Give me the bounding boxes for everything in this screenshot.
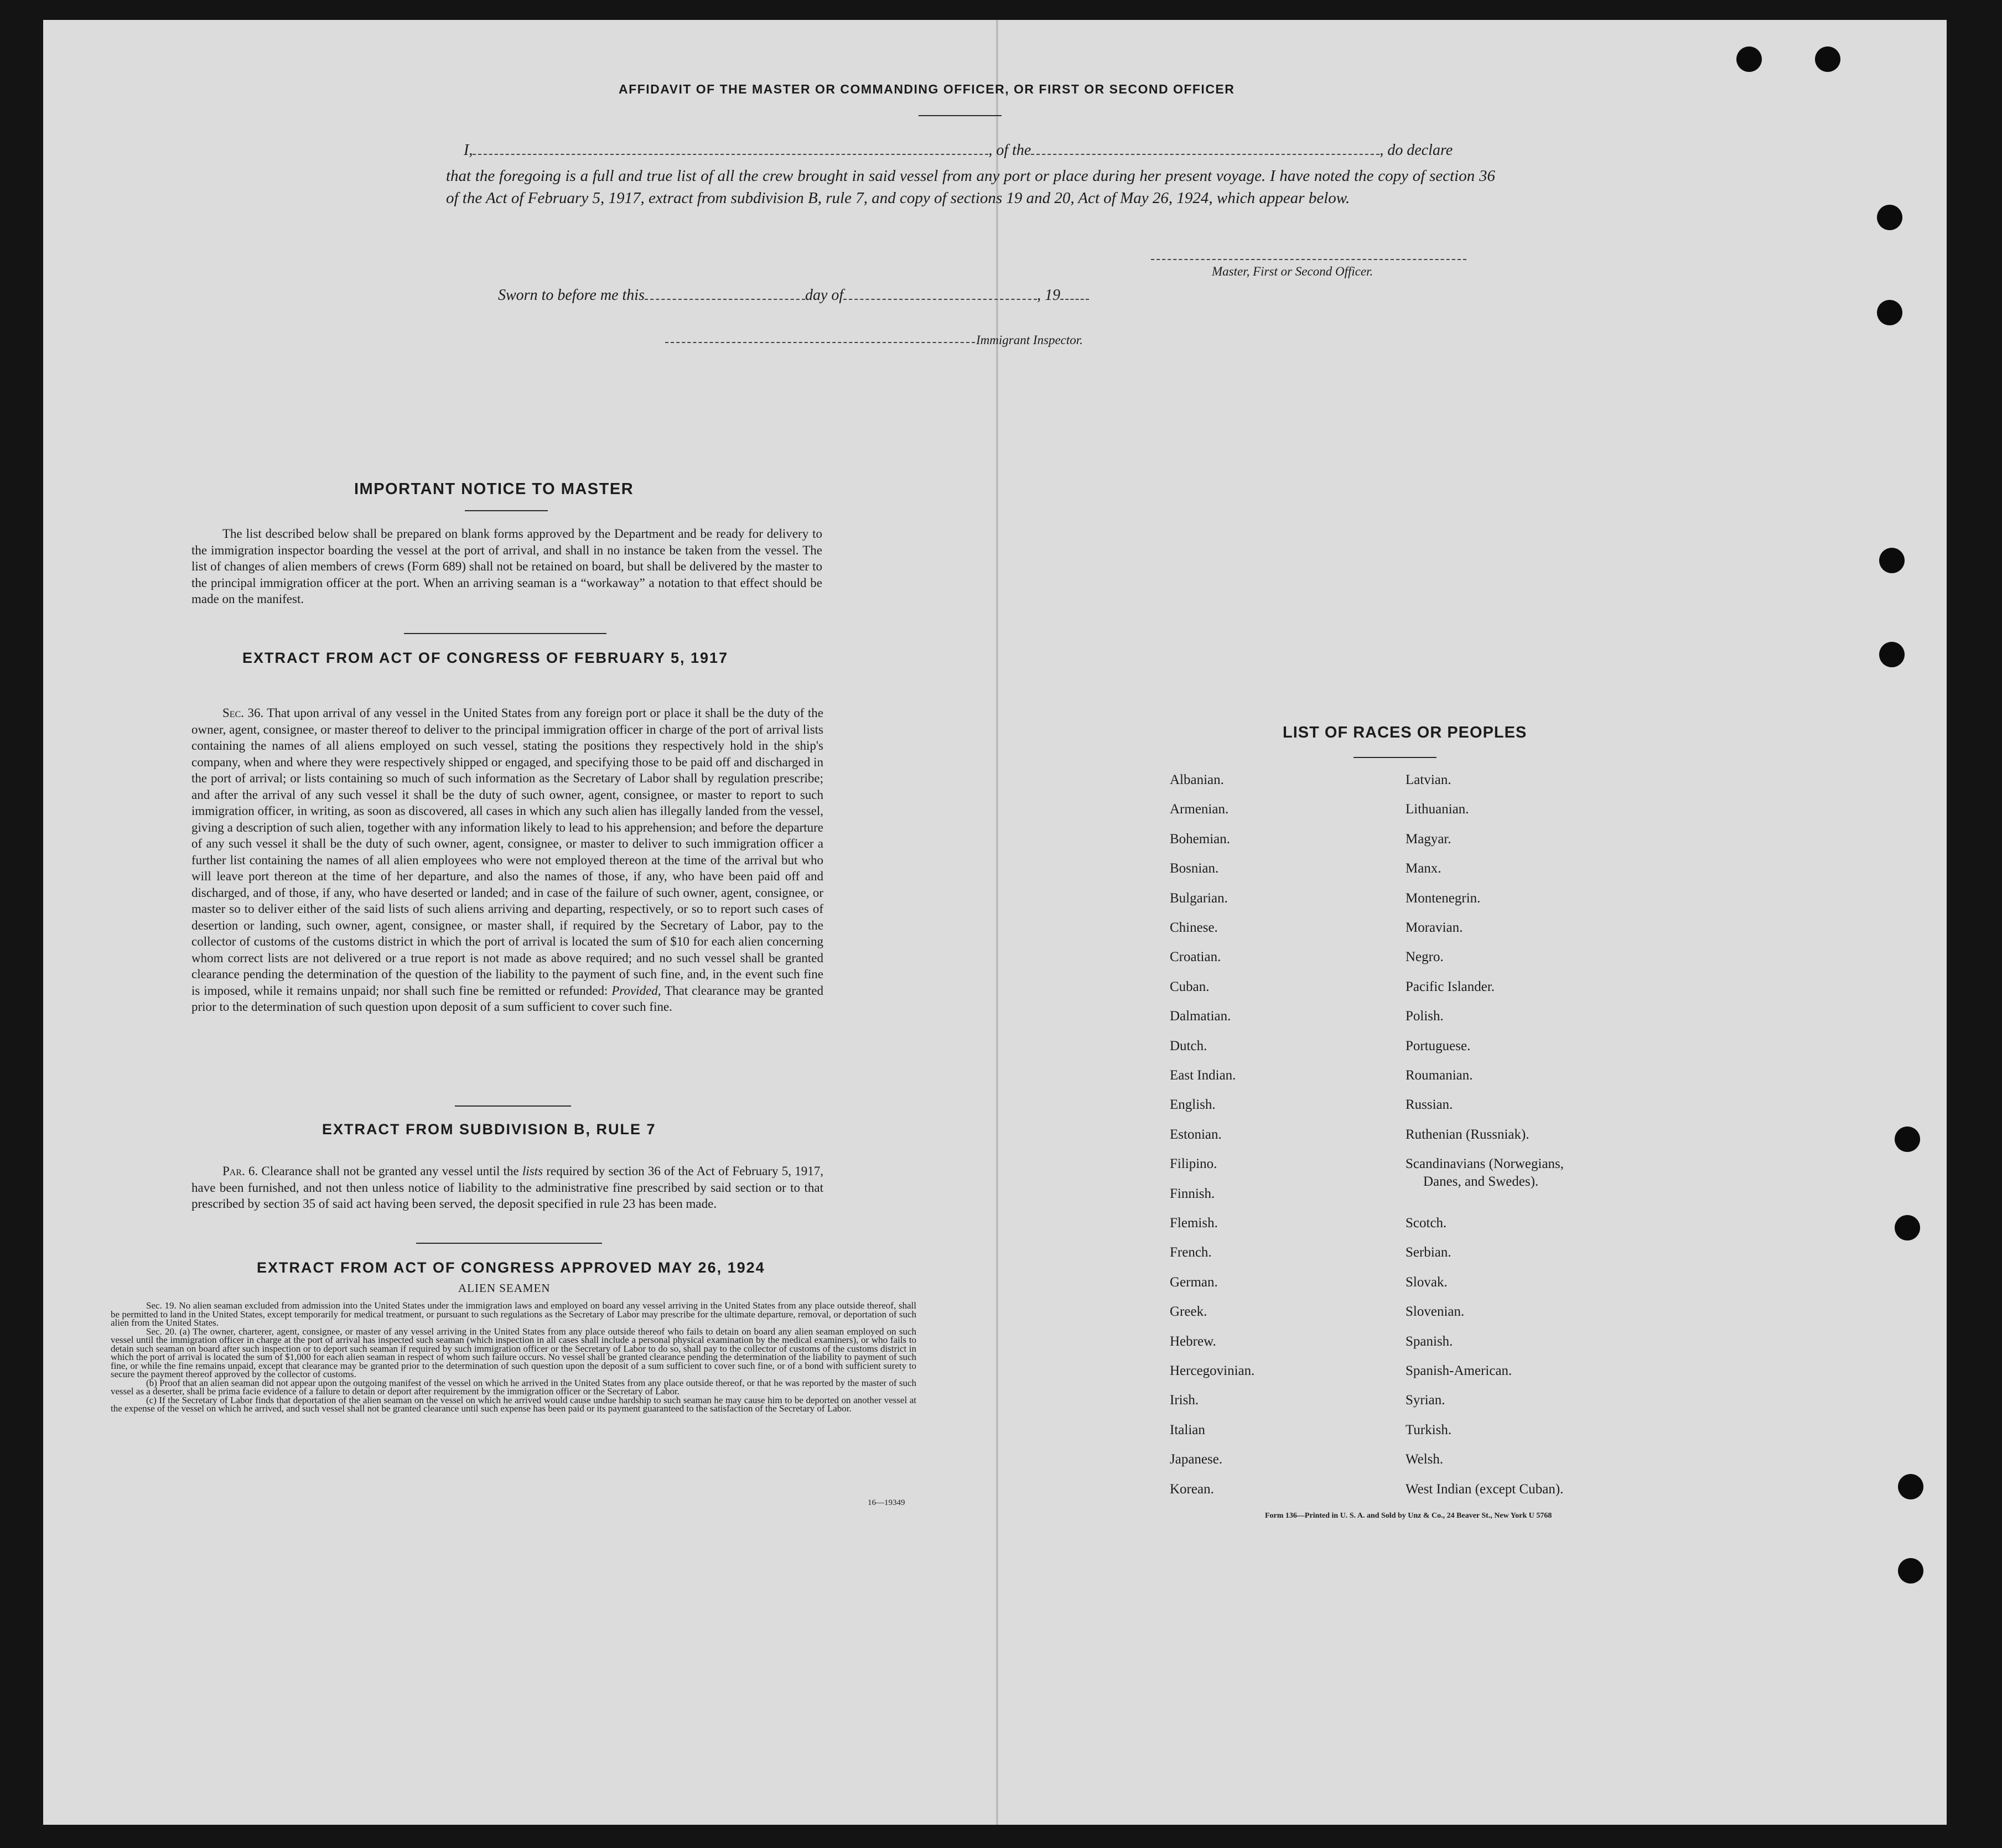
provided-word: Provided, — [611, 983, 661, 998]
race-item: Turkish. — [1405, 1422, 1452, 1437]
affidavit-title: AFFIDAVIT OF THE MASTER OR COMMANDING OFFICER, OR FIRST OR SECOND OFFICER — [619, 82, 1235, 96]
rule7-text-a: Clearance shall not be granted any vessel until the — [261, 1164, 519, 1178]
declarant-prefix: I, — [464, 142, 473, 159]
race-item: Welsh. — [1405, 1452, 1444, 1467]
punch-hole — [1898, 1474, 1923, 1499]
notice-title-rule — [465, 510, 548, 511]
race-item: Greek. — [1170, 1304, 1207, 1320]
race-item: Spanish. — [1405, 1333, 1453, 1349]
sworn-year-prefix: , 19 — [1037, 287, 1061, 304]
sec-20a-text: Sec. 20. (a) The owner, charterer, agent, consignee, or master of any vessel arriving in the United States from any place outside thereof who fails to detain on board any alien seaman employed on such vessel until the immigration officer in charge at the port of arrival has inspected such seaman (which inspection in all cases shall include a personal physical examination by the medical examiners), or who fails to detain such seaman on board after such inspection or to deport such seaman if required by such immigration officer or the Secretary of Labor to do so, shall pay to the collector of customs of the customs district in which the port of arrival is located the sum of $1,000 for each alien seaman in respect of whom such failure occurs. No vessel shall be granted clearance pending the determination of the liability to payment of such fine, or while the fine remains unpaid, except that clearance may be granted prior to the determination of such question upon the deposit of a sum sufficient to cover such fine, or of a bond with sufficient surety to secure the payment thereof approved by the collector of customs. — [111, 1326, 916, 1379]
extract-1924-title: EXTRACT FROM ACT OF CONGRESS APPROVED MAY 26, 1924 — [257, 1259, 765, 1276]
sec-20c-text: (c) If the Secretary of Labor finds that deportation of the alien seaman on the vessel on which he arrived would cause undue hardship to such seaman he may cause him to be deported on another vessel at the expense of the vessel on which he arrived, and such vessel shall not be granted clearance until such expense has been paid or its payment guaranteed to the satisfaction of the Secretary of Labor. — [111, 1394, 916, 1414]
extract-1924-body — [111, 1301, 916, 1413]
race-item: Montenegrin. — [1405, 890, 1481, 906]
sworn-day-blank — [645, 288, 805, 300]
race-item: Moravian. — [1405, 920, 1463, 935]
race-item: Croatian. — [1170, 949, 1221, 965]
race-item: Serbian. — [1405, 1245, 1451, 1260]
sec-36-label: Sec. 36. — [222, 706, 264, 720]
sec-36-proviso: That clearance may be granted prior to the determination of such question upon deposit of a sum sufficient to cover such fine. — [191, 983, 823, 1014]
footer-imprint: Form 136—Printed in U. S. A. and Sold by Unz & Co., 24 Beaver St., New York U 5768 — [1265, 1512, 1552, 1520]
race-item: Pacific Islander. — [1405, 979, 1495, 994]
race-item: Filipino. — [1170, 1156, 1217, 1172]
race-item: Portuguese. — [1405, 1038, 1471, 1053]
race-item: Flemish. — [1170, 1216, 1218, 1231]
affidavit-body: that the foregoing is a full and true list of all the crew brought in said vessel from any port or place during her present voyage. I have noted the copy of section 36 of the Act of February 5, 1917, extract from subdivision B, rule 7, and copy of sections 19 and 20, Act of May 26, 1924, which appear below. — [446, 167, 1495, 207]
inspector-label: Immigrant Inspector. — [976, 333, 1083, 347]
race-item: Syrian. — [1405, 1393, 1445, 1408]
sworn-prefix: Sworn to before me this — [498, 287, 645, 304]
race-item: Magyar. — [1405, 831, 1451, 847]
race-item: Roumanian. — [1405, 1068, 1473, 1083]
race-item: Scotch. — [1405, 1216, 1447, 1231]
notice-end-rule — [404, 633, 606, 634]
race-item: Russian. — [1405, 1097, 1453, 1113]
punch-hole — [1879, 642, 1905, 667]
alien-seamen-subtitle: ALIEN SEAMEN — [458, 1281, 551, 1295]
race-item: Hebrew. — [1170, 1333, 1216, 1349]
vessel-name-blank — [1031, 142, 1379, 155]
race-item: Albanian. — [1170, 772, 1224, 787]
inspector-blank — [665, 342, 975, 343]
sec-36-text: That upon arrival of any vessel in the United States from any foreign port or place it shall be the duty of the owner, agent, consignee, or master thereof to deliver to the principal immigration officer in charge of the port of arrival lists containing the names of all aliens employed on such vessel, stating the positions they respectively hold in the ship's company, when and where they were respectively shipped or engaged, and specifying those to be paid off and discharged in the port of arrival; or lists containing so much of such information as the Secretary of Labor shall by regulation prescribe; and after the arrival of any such vessel it shall be the duty of such owner, agent, consignee, or master to report to such immigration officer, in writing, as soon as discovered, all cases in which any such alien has illegally landed from the vessel, giving a description of such alien, together with any information likely to lead to his apprehension; and before the departure of any such vessel it shall be the duty of such owner, agent, consignee, or master to deliver to such immigration officer a further list containing the names of all alien employees who were not employed thereon at the time of the arrival but who will leave port thereon at the time of her departure, and also the names of those, if any, who have been paid off and discharged, and of those, if any, who have deserted or landed; and in case of the failure of such owner, agent, consignee, or master so to deliver either of the said lists of such aliens arriving and departing, respectively, or so to report such cases of desertion or landing, such owner, agent, consignee, or master shall, if required by the Secretary of Labor, pay to the collector of customs of the customs district in which the port of arrival is located the sum of $10 for each alien concerning whom correct lists are not delivered or a true report is not made as above required; and no such vessel shall be granted clearance pending the determination of the question of the liability to the payment of such fine, and, in the event such fine is imposed, while it remains unpaid; nor shall such fine be remitted or refunded: — [191, 706, 823, 998]
punch-hole — [1879, 548, 1905, 573]
sec-20b-text: (b) Proof that an alien seaman did not appear upon the outgoing manifest of the vessel on which he arrived in the United States from any place outside thereof, or that he was reported by the master of such vessel as a deserter, shall be prima facie evidence of a failure to detain or deport after requirement by the immigration officer or the Secretary of Labor. — [111, 1377, 916, 1397]
races-title: LIST OF RACES OR PEOPLES — [1283, 724, 1527, 741]
sworn-year-blank — [1060, 288, 1089, 300]
race-item: Manx. — [1405, 861, 1441, 876]
rule7-title: EXTRACT FROM SUBDIVISION B, RULE 7 — [322, 1121, 656, 1138]
race-item: Negro. — [1405, 949, 1444, 965]
race-item: Korean. — [1170, 1481, 1214, 1497]
punch-hole — [1736, 46, 1762, 72]
race-item: Latvian. — [1405, 772, 1451, 787]
race-item: Polish. — [1405, 1009, 1444, 1024]
par-6-label: Par. 6. — [222, 1164, 258, 1178]
rule7-text-b: required by section 36 of the Act of February 5, 1917, have been furnished, and not then unless notice of liability to the administrative fine prescribed by said section or to that prescribed by section 35 of said act having been served, the deposit specified in rule 23 has been made. — [191, 1164, 824, 1211]
rule7-end-rule — [416, 1243, 602, 1244]
declarant-name-blank — [473, 142, 988, 155]
affidavit-declare-line — [464, 142, 1494, 159]
race-item: Bohemian. — [1170, 831, 1231, 847]
extract-1917-body — [191, 705, 823, 1015]
race-item: Cuban. — [1170, 979, 1210, 994]
race-item: Bulgarian. — [1170, 890, 1228, 906]
race-item: Hercegovinian. — [1170, 1363, 1255, 1378]
race-item: Estonian. — [1170, 1127, 1222, 1142]
sworn-month-blank — [843, 288, 1037, 300]
race-item: Japanese. — [1170, 1452, 1223, 1467]
notice-title: IMPORTANT NOTICE TO MASTER — [354, 480, 634, 498]
race-item: German. — [1170, 1274, 1218, 1290]
signature-blank — [1151, 259, 1466, 260]
race-item: Chinese. — [1170, 920, 1218, 935]
race-item: French. — [1170, 1245, 1212, 1260]
punch-hole — [1895, 1215, 1920, 1240]
race-item: Danes, and Swedes). — [1423, 1174, 1539, 1190]
race-item: Ruthenian (Russniak). — [1405, 1127, 1529, 1142]
race-item: East Indian. — [1170, 1068, 1236, 1083]
race-item: Dalmatian. — [1170, 1009, 1231, 1024]
punch-hole — [1815, 46, 1840, 72]
race-item: Armenian. — [1170, 802, 1229, 817]
race-item: Bosnian. — [1170, 861, 1219, 876]
race-item: Lithuanian. — [1405, 802, 1469, 817]
signature-label: Master, First or Second Officer. — [1212, 264, 1373, 278]
race-item: Dutch. — [1170, 1038, 1207, 1053]
punch-hole — [1895, 1127, 1920, 1152]
race-item: Slovenian. — [1405, 1304, 1465, 1320]
punch-hole — [1898, 1558, 1923, 1584]
race-item: English. — [1170, 1097, 1216, 1113]
race-item: Scandinavians (Norwegians, — [1405, 1156, 1564, 1172]
sworn-line — [498, 287, 1089, 304]
lists-word: lists — [522, 1164, 543, 1178]
race-item: Spanish-American. — [1405, 1363, 1512, 1378]
extract-1917-title: EXTRACT FROM ACT OF CONGRESS OF FEBRUARY 5, 1917 — [242, 650, 729, 666]
race-item: West Indian (except Cuban). — [1405, 1481, 1564, 1497]
race-item: Finnish. — [1170, 1186, 1215, 1201]
extract-1917-end-rule — [455, 1105, 571, 1107]
punch-hole — [1877, 205, 1902, 230]
race-item: Italian — [1170, 1422, 1205, 1437]
race-item: Slovak. — [1405, 1274, 1448, 1290]
sworn-month-prefix: day of — [805, 287, 844, 304]
race-item: Irish. — [1170, 1393, 1199, 1408]
notice-body: The list described below shall be prepared on blank forms approved by the Department and be ready for delivery to the immigration inspector boarding the vessel at the port of arrival, and shall in no instance be taken from the vessel. The list of changes of alien members of crews (Form 689) shall not be retained on board, but shall be delivered by the master to the principal immigration officer at the port. When an arriving seaman is a “workaway” a notation to that effect should be made on the manifest. — [191, 527, 822, 606]
sec-19-text: Sec. 19. No alien seaman excluded from admission into the United States under the immigration laws and employed on board any vessel arriving in the United States from any place outside thereof, shall be permitted to land in the United States, except temporarily for medical treatment, or pursuant to such regulations as the Secretary of Labor may prescribe for the ultimate departure, removal, or deportation of such alien from the United States. — [111, 1300, 916, 1328]
vessel-prefix: , of the — [988, 142, 1031, 159]
affidavit-title-rule — [919, 115, 1002, 116]
form-code: 16—19349 — [868, 1498, 905, 1507]
punch-hole — [1877, 300, 1902, 325]
declare-suffix: , do declare — [1379, 142, 1453, 159]
rule7-body — [191, 1163, 823, 1212]
races-title-rule — [1353, 757, 1436, 758]
